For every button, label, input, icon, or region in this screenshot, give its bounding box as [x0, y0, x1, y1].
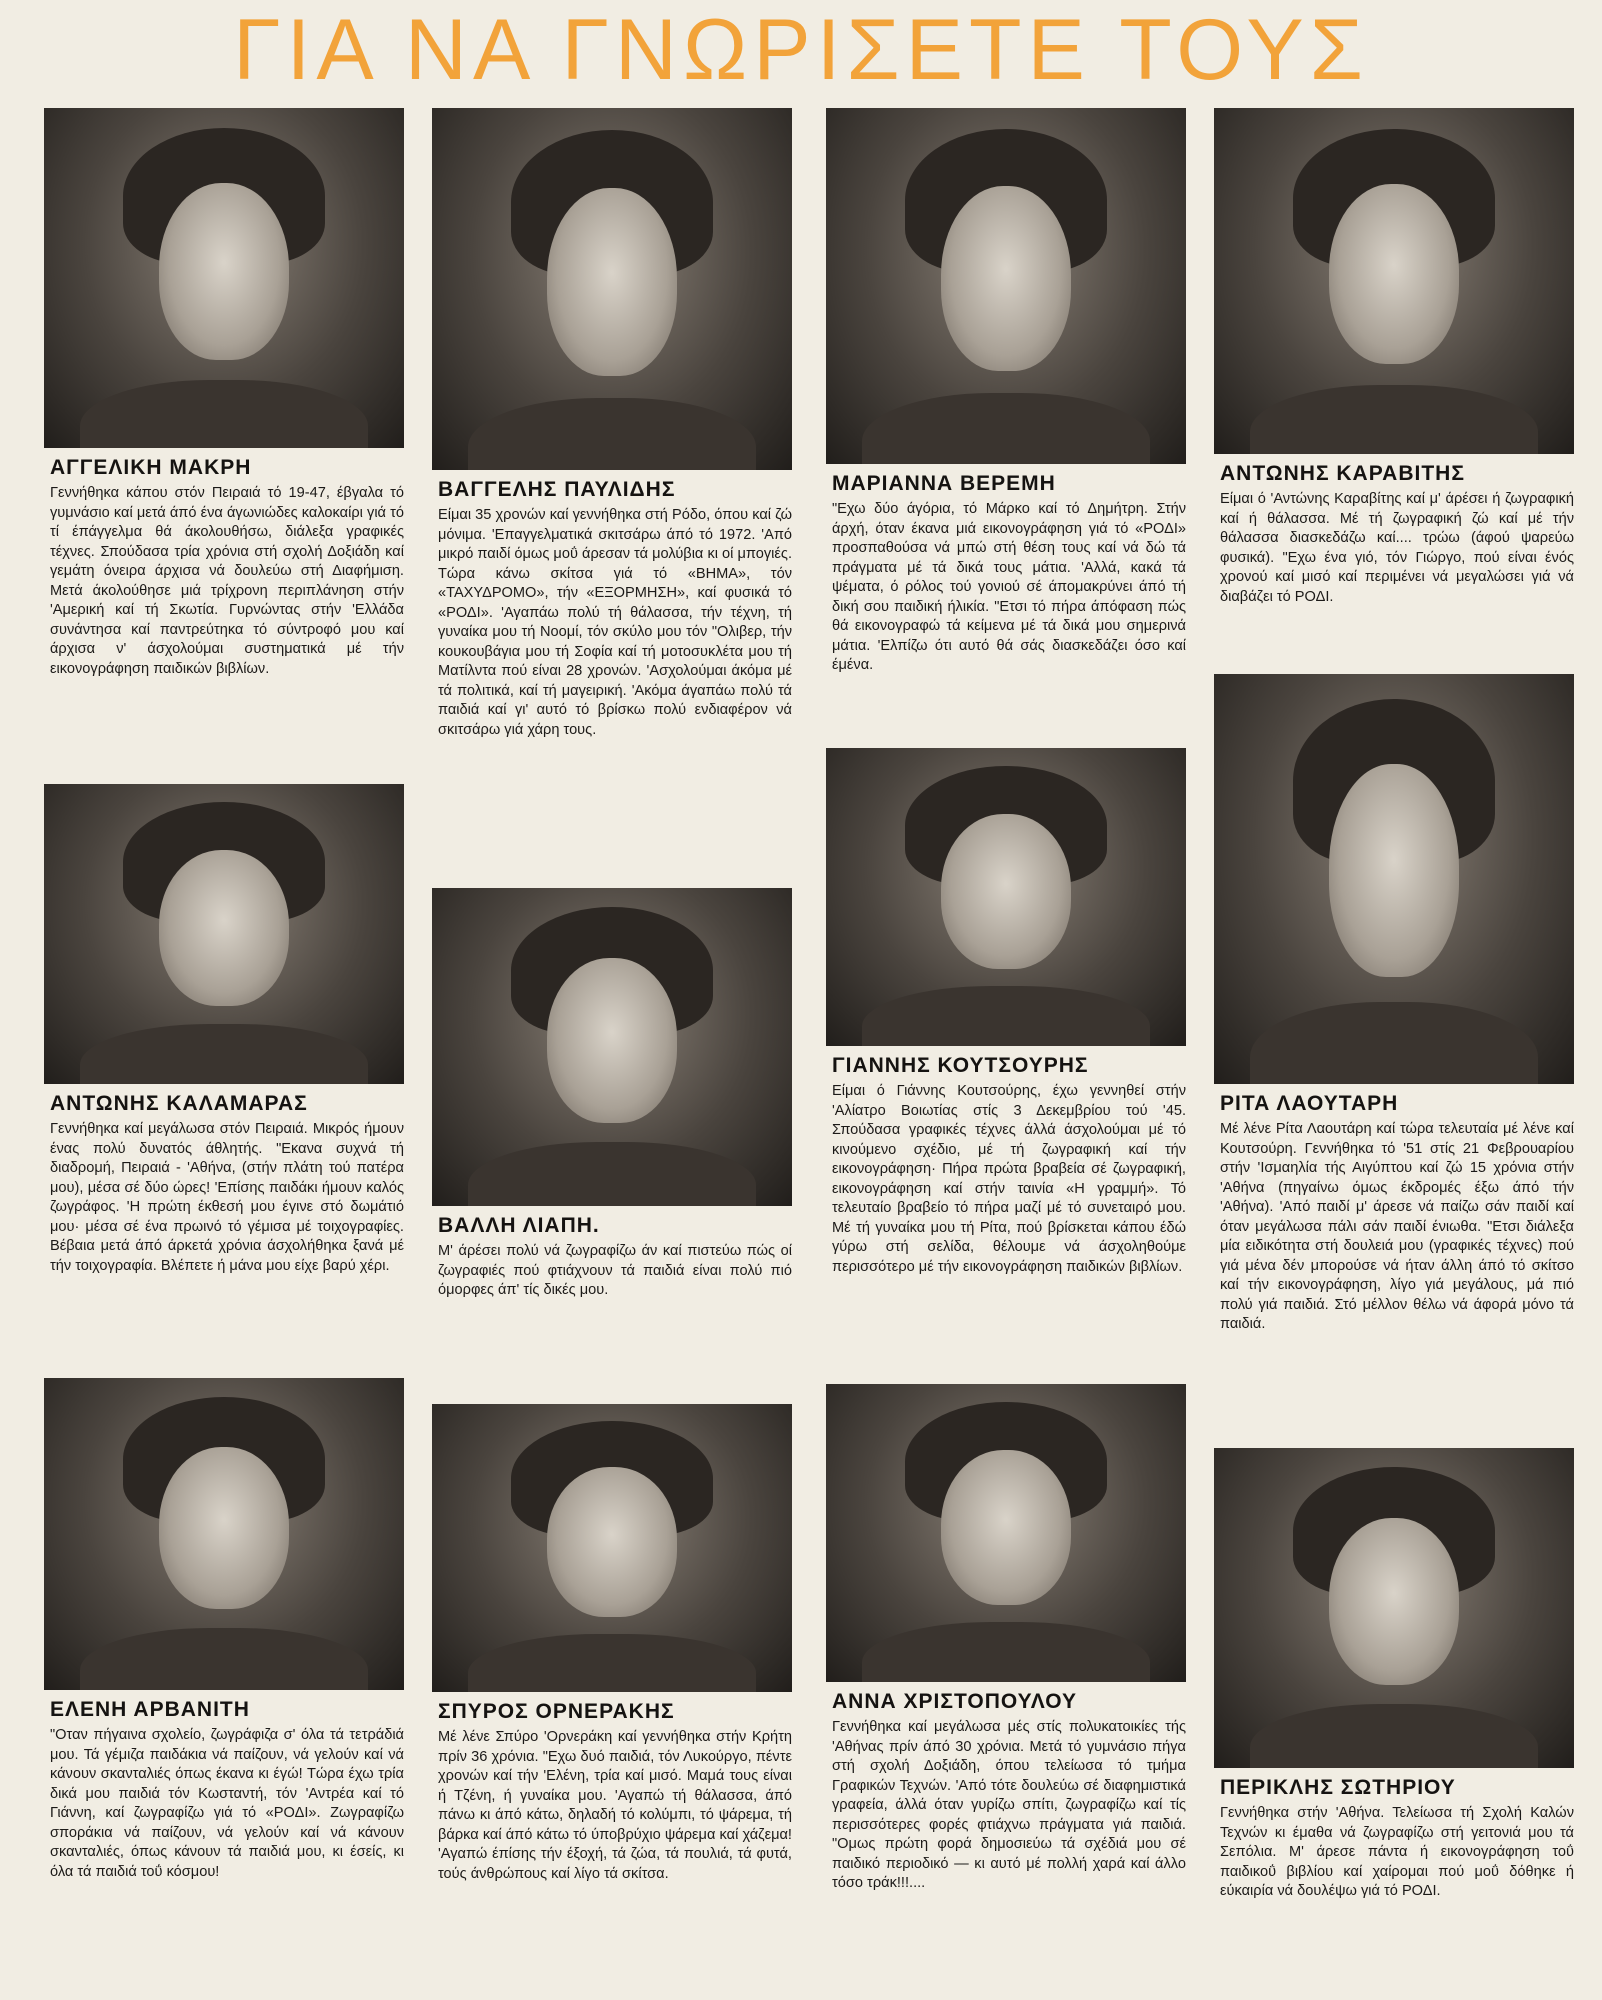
person-name: ΜΑΡΙΑΝΝΑ ΒΕΡΕΜΗ: [832, 472, 1056, 495]
portrait-photo: [432, 888, 792, 1206]
profile-card: [826, 1384, 1186, 1894]
portrait-photo: [1214, 674, 1574, 1084]
portrait-photo: [826, 108, 1186, 464]
profile-card: [432, 888, 792, 1301]
profile-card: [44, 784, 404, 1276]
person-bio: Γεννήθηκα καί μεγάλωσα μές στίς πολυκατοικίες τής 'Αθήνας πρίν άπό 30 χρόνια. Μετά τό γυμνάσιο πήγα στή σχολή Δοξιάδη, όπου τελείωσα τό τμήμα Γραφικών Τεχνών. 'Από τότε δουλεύω σέ διαφημιστικά γραφεία, άλλά όταν γυρίζω σπίτι, ζωγραφίζω καί τίς περισσότερες φορές φτιάχνω πράγματα γιά παιδιά. "Ομως πρώτη φορά δημοσιεύω τά σχέδιά μου σέ παιδικό περιοδικό — κι αυτό μέ πολλή χαρά καί άλλο τόσο τράκ!!!....: [832, 1719, 1186, 1891]
profile-card: [826, 108, 1186, 676]
portrait-photo: [44, 1378, 404, 1690]
person-name: ΠΕΡΙΚΛΗΣ ΣΩΤΗΡΙΟΥ: [1220, 1776, 1456, 1799]
person-name: ΑΓΓΕΛΙΚΗ ΜΑΚΡΗ: [50, 456, 252, 479]
person-bio: Γεννήθηκα στήν 'Αθήνα. Τελείωσα τή Σχολή Καλών Τεχνών κι έμαθα νά ζωγραφίζω στή γειτονιά μου τά Σεπόλια. Μ' άρεσε πάντα ή εικονογράφηση τοΰ παιδικοΰ βιβλίου καί χαίρομαι πού μοΰ δόθηκε ή εύκαιρία νά δουλέψω γιά τό ΡΟΔΙ.: [1220, 1805, 1574, 1899]
person-bio: "Οταν πήγαινα σχολείο, ζωγράφιζα σ' όλα τά τετράδιά μου. Τά γέμιζα παιδάκια νά παίζουν, νά γελούν καί νά κάνουν σκανταλιές όπως έκανα κι έγώ! Τώρα έχω τρία δικά μου παιδιά τόν Κωσταντή, τόν 'Αντρέα καί τό Γιάννη, καί ζωγραφίζω γιά τό «ΡΟΔΙ». Ζωγραφίζω σποράκια νά παίζουν, νά γελούν καί νά κάνουν σκανταλιές, όπως κάνουν τά παιδιά μου, κι έσείς, κι όλα τά παιδιά τοΰ κόσμου!: [50, 1727, 404, 1880]
person-bio: Είμαι 35 χρονών καί γεννήθηκα στή Ρόδο, όπου καί ζώ μόνιμα. 'Επαγγελματικά σκιτσάρω άπό τό 1972. 'Από μικρό παιδί όμως μοΰ άρεσαν τά μολύβια κι οί μπογιές. Τώρα κάνω σκίτσα γιά τό «ΒΗΜΑ», τόν «ΤΑΧΥΔΡΟΜΟ», τήν «ΕΞΟΡΜΗΣΗ», καί φυσικά τό «ΡΟΔΙ». 'Αγαπάω πολύ τή θάλασσα, τήν τέχνη, τή γυναίκα μου τή Νοομί, τόν σκύλο μου τόν "Ολιβερ, τήν κουκουβάγια μου τή Σοφία καί τή μοτοσυκλέτα μου τή Ματίλντα πού είναι 28 χρονών. 'Ασχολούμαι άκόμα μέ τά πολιτικά, καί τή μαγειρική. 'Ακόμα άγαπάω πολύ τά παιδιά καί γι' αυτό τό βρίσκω πολύ ενδιαφέρον νά σκιτσάρω γιά χάρη τους.: [438, 507, 792, 738]
portrait-photo: [1214, 108, 1574, 454]
portrait-photo: [44, 108, 404, 448]
portrait-photo: [432, 1404, 792, 1692]
person-bio: Μέ λένε Σπύρο 'Ορνεράκη καί γεννήθηκα στήν Κρήτη πρίν 36 χρόνια. "Εχω δυό παιδιά, τόν Λυκούργο, πέντε χρονών καί τήν 'Ελένη, τρία καί μισό. Μαμά τους είναι ή Τζένη, ή γυναίκα μου. 'Αγαπώ τή θάλασσα, άπό πάνω κι άπό κάτω, δηλαδή τό κολύμπι, τό ψάρεμα, τή βάρκα καί άπό κάτω τό ύποβρύχιο ψάρεμα καί χάζεμα! 'Αγαπώ έπίσης τήν έξοχή, τά ζώα, τά πουλιά, τά φυτά, τούς άνθρώπους καί λίγο τά σκίτσα.: [438, 1729, 792, 1882]
portrait-photo: [826, 748, 1186, 1046]
portrait-photo: [826, 1384, 1186, 1682]
person-name: ΓΙΑΝΝΗΣ ΚΟΥΤΣΟΥΡΗΣ: [832, 1054, 1089, 1077]
person-bio: "Εχω δύο άγόρια, τό Μάρκο καί τό Δημήτρη. Στήν άρχή, όταν έκανα μιά εικονογράφηση γιά τό «ΡΟΔΙ» προσπαθούσα νά μπώ στή θέση τους καί νά δώ τά πράγματα μέ τά δικά τους μάτια. 'Αλλά, κακά τά ψέματα, ό ρόλος τού γονιού σέ άπομακρύνει άπό τή δική σου παιδική ήλικία. "Ετσι τό πήρα άπόφαση πώς θά εικονογραφώ τά κείμενα μέ τά δικά μου σημερινά μάτια. 'Ελπίζω ότι αυτό θά σάς διασκεδάζει όσο καί έμένα.: [832, 501, 1186, 673]
person-bio: Είμαι ό Γιάννης Κουτσούρης, έχω γεννηθεί στήν 'Αλίατρο Βοιωτίας στίς 3 Δεκεμβρίου τού '45. Σπούδασα γραφικές τέχνες άλλά άσχολούμαι μέ τό κινούμενο σχέδιο, μέ τή ζωγραφική καί τήν εικονογράφηση· Πήρα πρώτα βραβεία σέ ζωγραφική, εικονογράφηση καί στήν ταινία «Η γραμμή». Τό τελευταίο βραβείο τό πήρα μαζί μέ τό συνεταιρό μου. Μέ τή γυναίκα μου τή Ρίτα, πού βρίσκεται κάπου έδώ γύρω στή σελίδα, θέλουμε νά άσχοληθούμε περισσότερο μέ τήν εικονογράφηση παιδικών βιβλίων.: [832, 1083, 1186, 1275]
profile-card: [1214, 108, 1574, 607]
profile-card: [826, 748, 1186, 1277]
person-bio: Μέ λένε Ρίτα Λαουτάρη καί τώρα τελευταία μέ λένε καί Κουτσούρη. Γεννήθηκα τό '51 στίς 21 Φεβρουαρίου στήν 'Ισμαηλία τής Αιγύπτου καί ζώ 15 χρόνια στήν 'Αθήνα (πηγαίνω όμως έκδρομές έξω άπό τήν 'Αθήνα). 'Από παιδί μ' άρεσε νά παίζω σάν παιδί καί όταν μεγάλωσα πάλι σάν παιδί ένιωθα. "Ετσι διάλεξα μία ειδικότητα στή δουλειά μου (γραφικές τέχνες) πού γιά μένα δέν μπορούσε νά ήταν άλλη άπό τό σκίτσο καί τήν εικονογράφηση, λίγο γιά μεγάλους, μά πιό πολύ γιά παιδιά. Στό μέλλον θέλω νά άφορά μόνο τά παιδιά.: [1220, 1121, 1574, 1332]
profile-card: [432, 108, 792, 740]
person-name: ΒΑΓΓΕΛΗΣ ΠΑΥΛΙΔΗΣ: [438, 478, 676, 501]
person-name: ΑΝΝΑ ΧΡΙΣΤΟΠΟΥΛΟΥ: [832, 1690, 1077, 1713]
profile-card: [432, 1404, 792, 1884]
person-name: ΒΑΛΛΗ ΛΙΑΠΗ.: [438, 1214, 600, 1237]
person-bio: Μ' άρέσει πολύ νά ζωγραφίζω άν καί πιστεύω πώς οί ζωγραφιές πού φτιάχνουν τά παιδιά είναι πολύ πιό όμορφες άπ' τίς δικές μου.: [438, 1243, 792, 1298]
person-name: ΑΝΤΩΝΗΣ ΚΑΛΑΜΑΡΑΣ: [50, 1092, 308, 1115]
portrait-photo: [432, 108, 792, 470]
person-name: ΕΛΕΝΗ ΑΡΒΑΝΙΤΗ: [50, 1698, 250, 1721]
person-name: ΑΝΤΩΝΗΣ ΚΑΡΑΒΙΤΗΣ: [1220, 462, 1465, 485]
person-name: ΣΠΥΡΟΣ ΟΡΝΕΡΑΚΗΣ: [438, 1700, 675, 1723]
portrait-photo: [1214, 1448, 1574, 1768]
page-title: ΓΙΑ ΝΑ ΓΝΩΡΙΣΕΤΕ ΤΟΥΣ: [233, 2, 1369, 98]
person-bio: Γεννήθηκα καί μεγάλωσα στόν Πειραιά. Μικρός ήμουν ένας πολύ δυνατός άθλητής. "Εκανα συχνά τή διαδρομή, Πειραιά - 'Αθήνα, (στήν πλάτη τού πατέρα μου), μέσα σέ δύο ώρες! 'Επίσης παιδάκι ήμουν καλός ζωγράφος. 'Η πρώτη έκθεσή μου έγινε στό δωμάτιό μου· μέσα σέ ένα πρωινό τό γέμισα μέ τοιχογραφίες. Βέβαια μετά άπό άρκετά χρόνια άσχολήθηκα ξανά μέ τήν τοιχογραφία. Βλέπετε ή μάνα μου είχε βαρύ χέρι.: [50, 1121, 404, 1274]
person-name: ΡΙΤΑ ΛΑΟΥΤΑΡΗ: [1220, 1092, 1399, 1115]
portrait-photo: [44, 784, 404, 1084]
person-bio: Είμαι ό 'Αντώνης Καραβίτης καί μ' άρέσει ή ζωγραφική καί ή θάλασσα. Μέ τή ζωγραφική ζώ καί μέ τήν θάλασσα διασκεδάζω καί.... τρώω (άφού ψαρεύω φυσικά). "Εχω ένα γιό, τόν Γιώργο, πού είναι ένός χρονού καί μισό καί περιμένει νά μεγαλώσει γιά νά διαβάζει τό ΡΟΔΙ.: [1220, 491, 1574, 605]
profile-card: [1214, 1448, 1574, 1902]
person-bio: Γεννήθηκα κάπου στόν Πειραιά τό 19-47, έβγαλα τό γυμνάσιο καί μετά άπό ένα άγωνιώδες καλοκαίρι γιά τό τί έπάγγελμα θά άκολουθήσω, διάλεξα γραφικές τέχνες. Σπούδασα τρία χρόνια στή σχολή Δοξιάδη καί γεμάτη όνειρα άρχισα νά δουλεύω στή Διαφήμιση. Μετά άκολούθησε μιά τρίχρονη περιπλάνηση στήν 'Αμερική καί τή Σκωτία. Γυρνώντας στήν 'Ελλάδα συνάντησα καί παντρεύτηκα τό σύντροφό μου καί άρχισα ν' άσχολούμαι συστηματικά μέ τήν εικονογράφηση παιδικών βιβλίων.: [50, 485, 404, 677]
profile-card: [44, 1378, 404, 1882]
profile-card: [1214, 674, 1574, 1335]
profile-card: [44, 108, 404, 679]
